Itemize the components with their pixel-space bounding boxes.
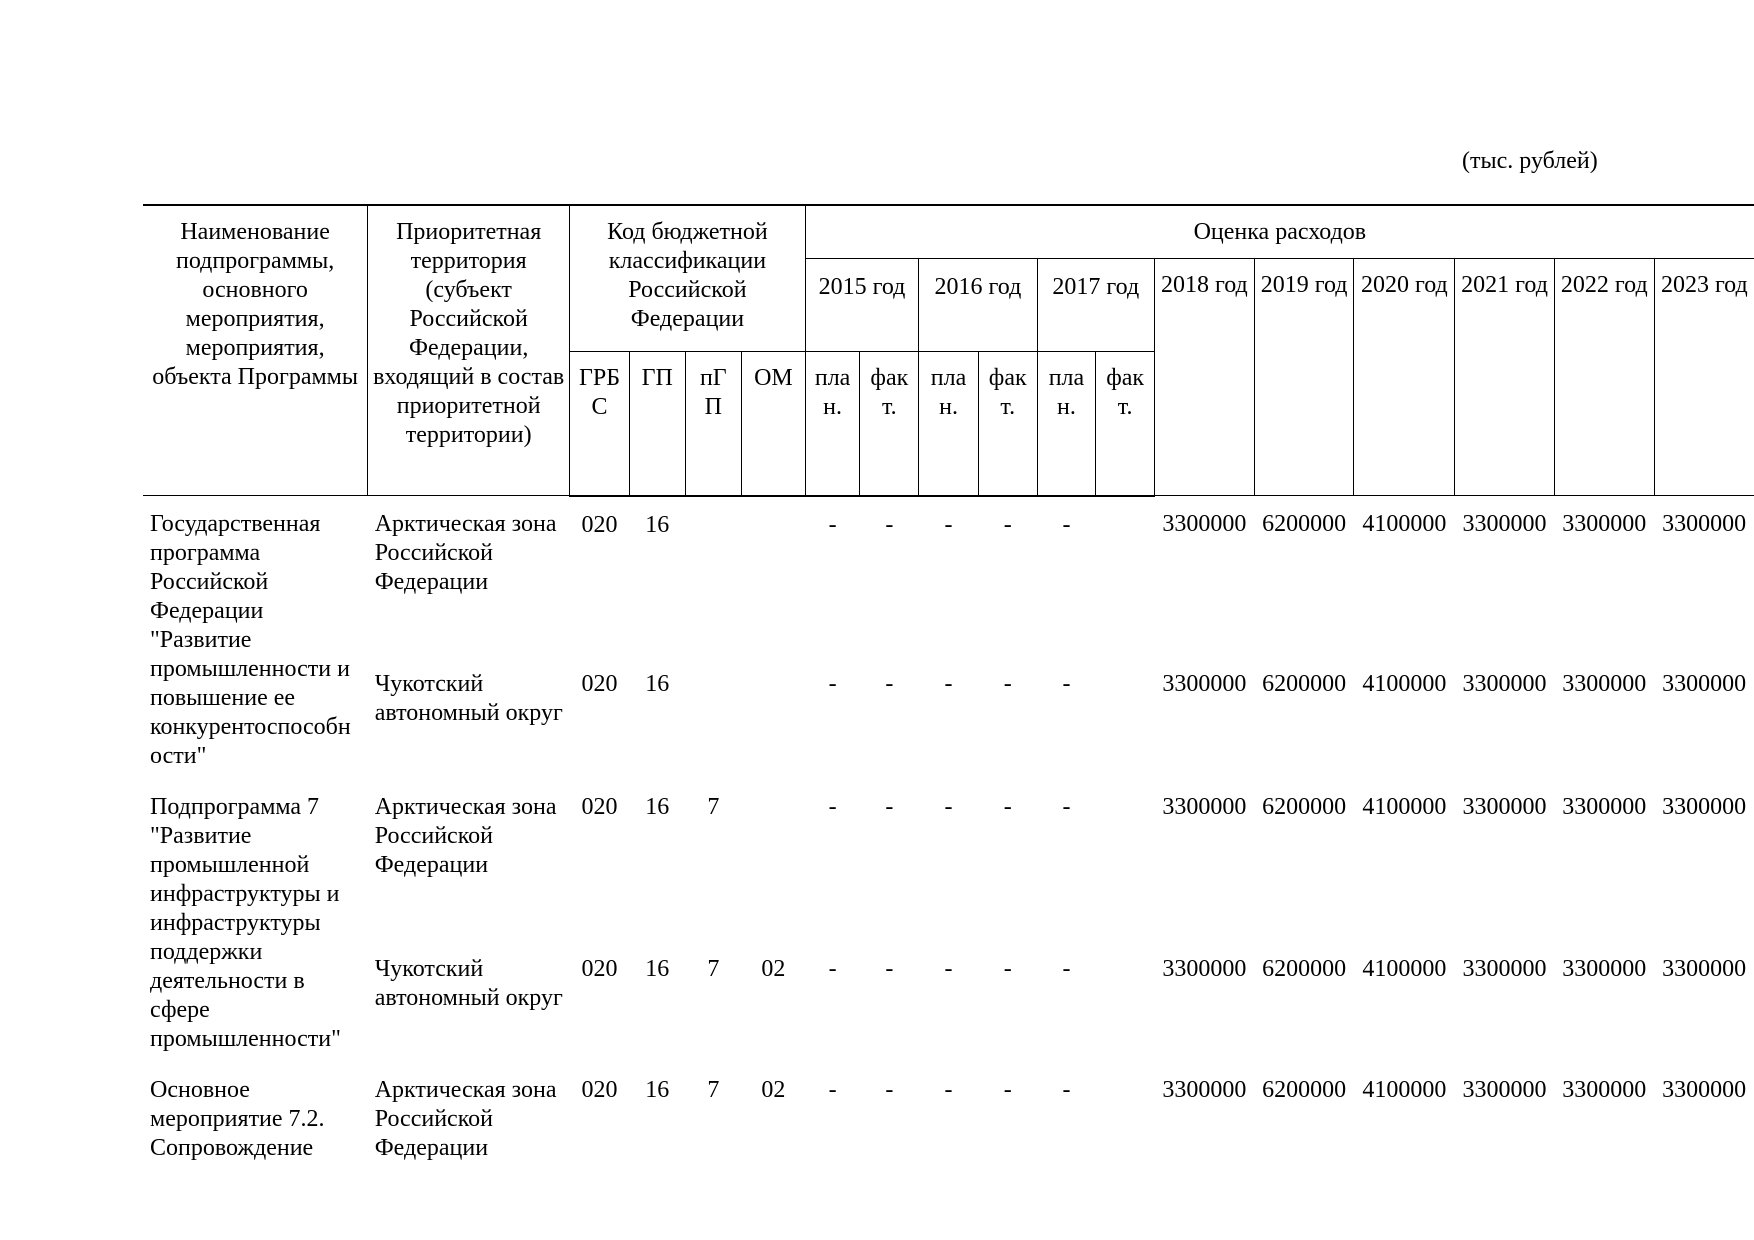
header-estimate: Оценка расходов [805, 205, 1754, 259]
table-row [143, 662, 1754, 771]
cell-fact-2016: - [1003, 511, 1012, 538]
cell-fact-2016: - [1003, 956, 1012, 983]
header-year-2023: 2023 год [1654, 259, 1754, 496]
header-year-2019: 2019 год [1254, 259, 1354, 496]
cell-plan-2017: - [1062, 956, 1071, 983]
cell-plan-2015: - [828, 794, 837, 820]
cell-fact-2015: - [885, 1077, 894, 1103]
cell-plan-2017: - [1062, 511, 1071, 538]
cell-code-om: 02 [761, 1077, 786, 1103]
cell-code-pgp: 7 [707, 956, 720, 983]
units-label: (тыс. рублей) [1462, 148, 1598, 174]
header-year-2016: 2016 год [919, 259, 1037, 352]
table-row [143, 496, 1754, 663]
cell-fact-2015: - [885, 671, 894, 698]
header-plan-2017: пла н. [1037, 352, 1096, 496]
row-territory: Арктическая зона Российской Федерации [374, 794, 557, 878]
cell-plan-2017: - [1062, 1077, 1071, 1103]
cell-code-gp: 16 [645, 956, 670, 983]
cell-value-2019: 6200000 [1262, 1077, 1347, 1103]
cell-value-2021: 3300000 [1462, 671, 1547, 698]
header-year-2015: 2015 год [805, 259, 919, 352]
header-code-grbs: ГРБ С [570, 352, 630, 496]
header-code-pgp: пГ П [685, 352, 742, 496]
cell-value-2021: 3300000 [1462, 956, 1547, 983]
row-name: Государственная программа Российской Федерации "Развитие промышленности и повышение ее конкурентоспособн ости" [150, 511, 351, 769]
cell-value-2023: 3300000 [1662, 511, 1747, 537]
cell-value-2018: 3300000 [1162, 511, 1247, 537]
cell-fact-2015: - [885, 956, 894, 983]
cell-value-2022: 3300000 [1562, 794, 1647, 820]
row-name: Основное мероприятие 7.2. Сопровождение [150, 1077, 325, 1161]
table-row [143, 947, 1754, 1054]
cell-value-2022: 3300000 [1562, 956, 1647, 983]
header-year-2022: 2022 год [1554, 259, 1654, 496]
cell-code-om [742, 771, 806, 947]
cell-fact-2017 [1096, 496, 1155, 663]
header-year-2021: 2021 год [1455, 259, 1555, 496]
cell-plan-2015: - [828, 671, 837, 698]
header-plan-2016: пла н. [919, 352, 979, 496]
row-territory: Чукотский автономный округ [374, 671, 563, 727]
table-row [143, 1054, 1754, 1163]
header-plan-2015: пла н. [805, 352, 860, 496]
expenses-table-wrapper [143, 204, 1754, 1163]
cell-code-grbs: 020 [581, 956, 618, 983]
cell-code-grbs: 020 [581, 794, 618, 820]
header-year-2020: 2020 год [1354, 259, 1455, 496]
cell-fact-2017 [1096, 1054, 1155, 1163]
cell-value-2019: 6200000 [1262, 671, 1347, 698]
cell-plan-2015: - [828, 956, 837, 983]
cell-fact-2016: - [1003, 794, 1012, 820]
header-code-gp: ГП [629, 352, 685, 496]
cell-code-om [742, 662, 806, 771]
row-name: Подпрограмма 7 "Развитие промышленной инфраструктуры и инфраструктуры поддержки деятельности в сфере промышленности" [150, 794, 341, 1052]
cell-code-grbs: 020 [581, 671, 618, 698]
cell-plan-2016: - [944, 671, 953, 698]
cell-value-2023: 3300000 [1662, 671, 1747, 698]
cell-value-2018: 3300000 [1162, 671, 1247, 698]
cell-code-pgp: 7 [707, 794, 720, 820]
header-code: Код бюджетной классификации Российской Федерации [570, 205, 806, 352]
cell-value-2019: 6200000 [1262, 511, 1347, 537]
cell-code-gp: 16 [645, 794, 670, 820]
cell-fact-2017 [1096, 662, 1155, 771]
cell-value-2018: 3300000 [1162, 956, 1247, 983]
header-year-2018: 2018 год [1155, 259, 1255, 496]
cell-plan-2016: - [944, 956, 953, 983]
header-code-om: ОМ [742, 352, 806, 496]
cell-fact-2015: - [885, 511, 894, 538]
row-territory: Чукотский автономный округ [374, 956, 563, 1012]
cell-code-om [742, 496, 806, 663]
expenses-table [143, 204, 1754, 1163]
cell-plan-2017: - [1062, 671, 1071, 698]
cell-plan-2016: - [944, 1077, 953, 1103]
header-year-2017: 2017 год [1037, 259, 1154, 352]
cell-fact-2017 [1096, 947, 1155, 1054]
cell-value-2022: 3300000 [1562, 1077, 1647, 1103]
header-name: Наименование подпрограммы, основного мероприятия, мероприятия, объекта Программы [143, 205, 368, 496]
cell-fact-2016: - [1003, 1077, 1012, 1103]
cell-plan-2015: - [828, 1077, 837, 1103]
header-territory: Приоритетная территория (субъект Российской Федерации, входящий в состав приоритетной территории) [368, 205, 570, 496]
cell-value-2023: 3300000 [1662, 956, 1747, 983]
cell-value-2018: 3300000 [1162, 794, 1247, 820]
header-fact-2016: фак т. [978, 352, 1037, 496]
table-row [143, 771, 1754, 947]
header-fact-2015: фак т. [860, 352, 919, 496]
cell-code-gp: 16 [645, 671, 670, 698]
cell-plan-2016: - [944, 511, 953, 538]
row-territory: Арктическая зона Российской Федерации [374, 511, 557, 595]
cell-plan-2016: - [944, 794, 953, 820]
cell-value-2021: 3300000 [1462, 511, 1547, 537]
cell-fact-2017 [1096, 771, 1155, 947]
cell-value-2020: 4100000 [1362, 511, 1447, 537]
cell-value-2019: 6200000 [1262, 956, 1347, 983]
cell-value-2021: 3300000 [1462, 1077, 1547, 1103]
cell-value-2023: 3300000 [1662, 794, 1747, 820]
cell-value-2020: 4100000 [1362, 956, 1447, 983]
cell-code-om: 02 [761, 956, 786, 983]
cell-value-2019: 6200000 [1262, 794, 1347, 820]
cell-code-grbs: 020 [581, 511, 618, 538]
cell-code-grbs: 020 [581, 1077, 618, 1103]
cell-value-2023: 3300000 [1662, 1077, 1747, 1103]
cell-value-2022: 3300000 [1562, 511, 1647, 537]
cell-value-2021: 3300000 [1462, 794, 1547, 820]
cell-code-pgp: 7 [707, 1077, 720, 1103]
cell-plan-2015: - [828, 511, 837, 538]
row-territory: Арктическая зона Российской Федерации [374, 1077, 557, 1161]
cell-value-2020: 4100000 [1362, 794, 1447, 820]
cell-code-pgp [685, 662, 742, 771]
cell-value-2022: 3300000 [1562, 671, 1647, 698]
cell-code-gp: 16 [645, 511, 670, 538]
cell-code-pgp [685, 496, 742, 663]
cell-code-gp: 16 [645, 1077, 670, 1103]
cell-value-2018: 3300000 [1162, 1077, 1247, 1103]
table-body [143, 496, 1754, 1164]
cell-value-2020: 4100000 [1362, 1077, 1447, 1103]
cell-value-2020: 4100000 [1362, 671, 1447, 698]
header-fact-2017: фак т. [1096, 352, 1155, 496]
cell-plan-2017: - [1062, 794, 1071, 820]
cell-fact-2015: - [885, 794, 894, 820]
cell-fact-2016: - [1003, 671, 1012, 698]
